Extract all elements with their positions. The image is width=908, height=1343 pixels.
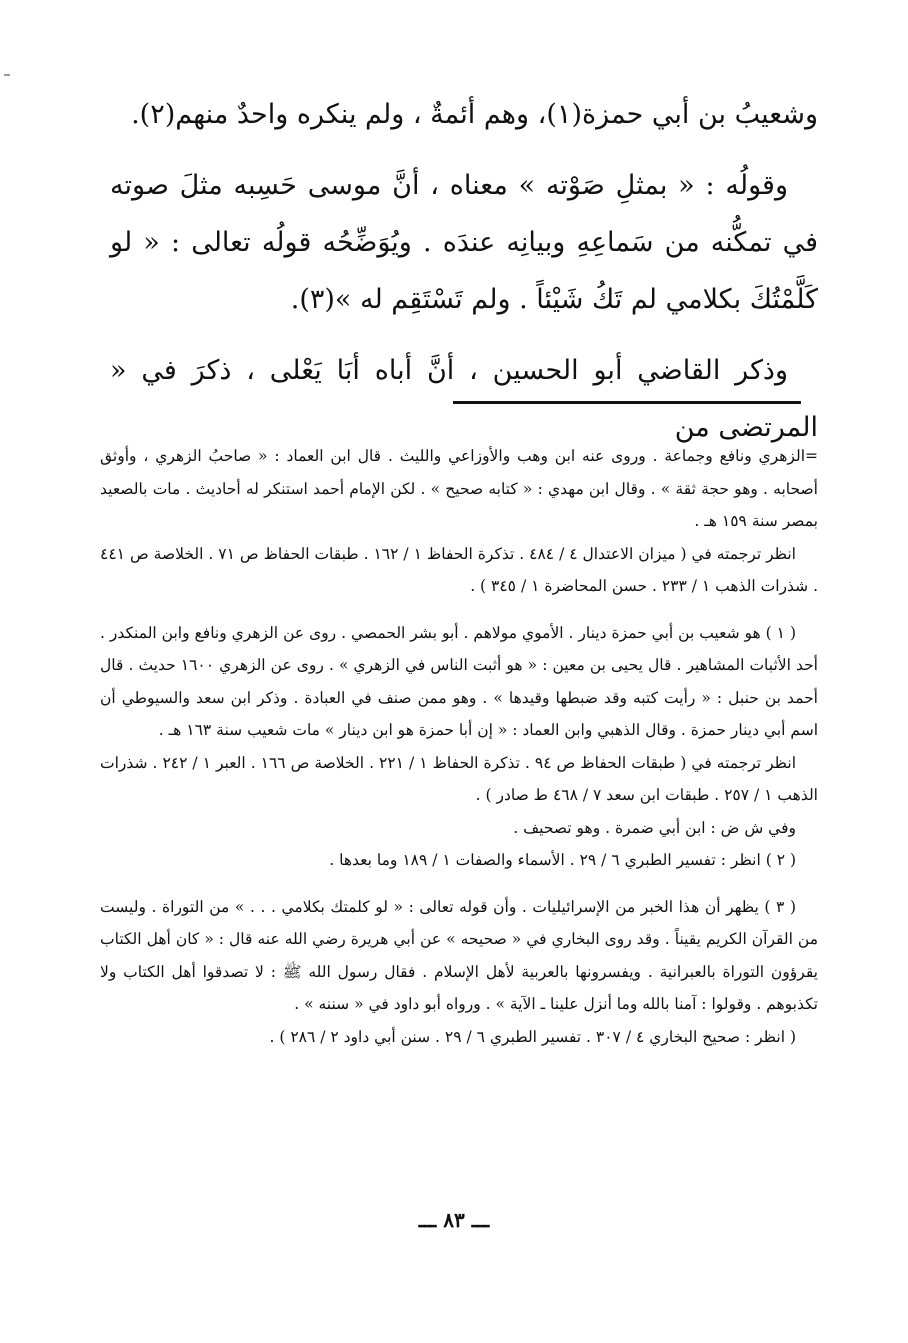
main-paragraph-3: وذكر القاضي أبو الحسين ، أنَّ أباه أبَا يَعْلى ، ذكرَ في « المرتضى من bbox=[110, 355, 818, 443]
footnote-separator bbox=[453, 401, 801, 404]
footnote-3-references: ( انظر : صحيح البخاري ٤ / ٣٠٧ . تفسير الطبري ٦ / ٢٩ . سنن أبي داود ٢ / ٢٨٦ ) . bbox=[269, 1027, 796, 1046]
footnote-1-references: انظر ترجمته في ( طبقات الحفاظ ص ٩٤ . تذكرة الحفاظ ١ / ٢٢١ . الخلاصة ص ١٦٦ . العبر ١ / ٢٤٢ . شذرات الذهب ١ / ٢٥٧ . طبقات ابن سعد ٧ / ٤٦٨ ط صادر ) . bbox=[100, 753, 818, 804]
footnotes-block bbox=[100, 440, 818, 1053]
footnote-continuation-references: انظر ترجمته في ( ميزان الاعتدال ٤ / ٤٨٤ . تذكرة الحفاظ ١ / ١٦٢ . طبقات الحفاظ ص ٧١ . الخلاصة ص ٤٤١ . شذرات الذهب ١ / ٢٣٣ . حسن المحاضرة ١ / ٣٤٥ ) . bbox=[100, 544, 818, 595]
footnote-1-variant: وفي ش ض : ابن أبي ضمرة . وهو تصحيف . bbox=[513, 818, 796, 837]
page-number: ـــ ٨٣ ـــ bbox=[418, 1208, 490, 1232]
main-text-block bbox=[110, 86, 818, 470]
main-paragraph-2: وقولُه : « بمثلِ صَوْته » معناه ، أنَّ موسى حَسِبه مثلَ صوته في تمكُّنه من سَماعِهِ وبيانِه عندَه . ويُوَضِّحُه قولُه تعالى : « لو كَلَّمْتُكَ بكلامي لم تَكُ شَيْئاً . ولم تَسْتَقِم له »(٣). bbox=[110, 170, 818, 315]
footnote-2: ( ٢ ) انظر : تفسير الطبري ٦ / ٢٩ . الأسماء والصفات ١ / ١٨٩ وما بعدها . bbox=[329, 851, 796, 869]
scan-edge-mark bbox=[4, 74, 10, 76]
main-paragraph-1: وشعيبُ بن أبي حمزة(١)، وهم أئمةٌ ، ولم ينكره واحدٌ منهم(٢). bbox=[131, 99, 818, 130]
footnote-continuation: =الزهري ونافع وجماعة . وروى عنه ابن وهب والأوزاعي والليث . قال ابن العماد : « صاحبُ الزهري ، وأوثق أصحابه . وهو حجة ثقة » . وقال ابن مهدي : « كتابه صحيح » . لكن الإمام أحمد استنكر له أحاديث . مات بالصعيد بمصر سنة ١٥٩ هـ . bbox=[100, 447, 818, 530]
footnote-3: ( ٣ ) يظهر أن هذا الخبر من الإسرائيليات . وأن قوله تعالى : « لو كلمتك بكلامي . . . » من التوراة . وليست من القرآن الكريم يقيناً . وقد روى البخاري في « صحيحه » عن أبي هريرة رضي الله عنه قال : « كان أهل الكتاب يقرؤون التوراة بالعبرانية . ويفسرونها بالعربية لأهل الإسلام . فقال رسول الله ﷺ : لا تصدقوا أهل الكتاب ولا تكذبوهم . وقولوا : آمنا بالله وما أنزل علينا ـ الآية » . ورواه أبو داود في « سننه » . bbox=[100, 897, 818, 1013]
footnote-1: ( ١ ) هو شعيب بن أبي حمزة دينار . الأموي مولاهم . أبو بشر الحمصي . روى عن الزهري ونافع وابن المنكدر . أحد الأثبات المشاهير . قال يحيى بن معين : « هو أثبت الناس في الزهري » . روى عن الزهري ١٦٠٠ حديث . قال أحمد بن حنبل : « رأيت كتبه وقد ضبطها وقيدها » . وهو ممن صنف في العبادة . وذكر ابن سعد والسيوطي أن اسم أبي دينار حمزة . وقال الذهبي وابن العماد : « إن أبا حمزة هو ابن دينار » مات شعيب سنة ١٦٣ هـ . bbox=[100, 623, 818, 739]
